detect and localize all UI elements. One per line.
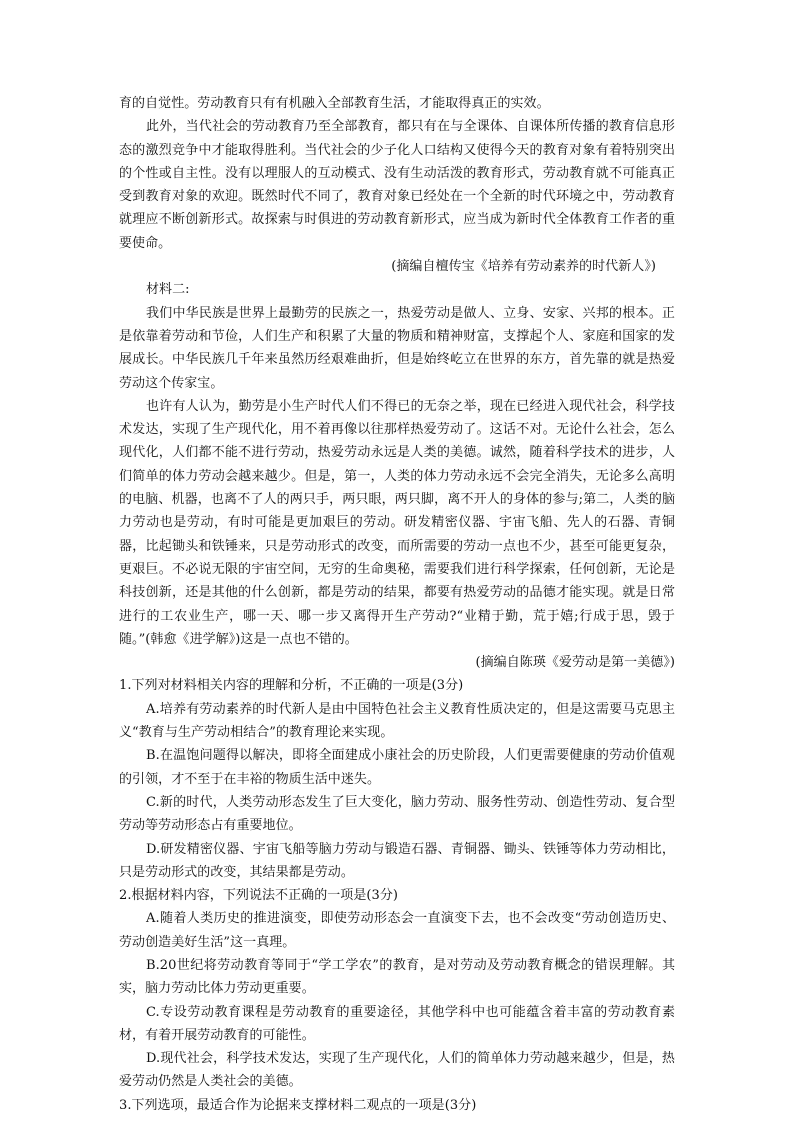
- material2-source: (摘编自陈瑛《爱劳动是第一美德》): [475, 655, 675, 671]
- question-2-option-b: B.20世纪将劳动教育等同于“学工学农”的教育，是对劳动及劳动教育概念的错误理解。其实，脑力劳动比体力劳动更重要。: [119, 957, 675, 997]
- material2-label: 材料二:: [146, 282, 190, 298]
- material2-paragraph-1: 我们中华民族是世界上最勤劳的民族之一，热爱劳动是做人、立身、安家、兴邦的根本。正是依靠着劳动和节俭，人们生产和积累了大量的物质和精神财富，支撑起个人、家庭和国家的发展成长。中华民族几千年来虽然历经艰难曲折，但是始终屹立在世界的东方，首先靠的就是热爱劳动这个传家宝。: [119, 305, 675, 391]
- question-2-option-a: A.随着人类历史的推进演变，即使劳动形态会一直演变下去，也不会改变“劳动创造历史、劳动创造美好生活”这一真理。: [119, 911, 675, 950]
- question-1-option-a: A.培养有劳动素养的时代新人是由中国特色社会主义教育性质决定的，但是这需要马克思主义“教育与生产劳动相结合”的教育理论来实现。: [119, 701, 675, 741]
- material1-paragraph-2: 此外，当代社会的劳动教育乃至全部教育，都只有在与全课体、自课体所传播的教育信息形态的激烈竞争中才能取得胜利。当代社会的少子化人口结构又使得今天的教育对象有着特别突出的个性或自主性。没有以理服人的互动模式、没有生动活泼的教育形式，劳动教育就不可能真正受到教育对象的欢迎。既然时代不同了，教育对象已经处在一个全新的时代环境之中，劳动教育就理应不断创新形式。故探索与时俱进的劳动教育新形式，应当成为新时代全体教育工作者的重要使命。: [119, 119, 675, 251]
- question-2-option-c: C.专设劳动教育课程是劳动教育的重要途径，其他学科中也可能蕴含着丰富的劳动教育素材，有着开展劳动教育的可能性。: [119, 1004, 675, 1043]
- question-2-option-d: D.现代社会，科学技术发达，实现了生产现代化，人们的简单体力劳动越来越少，但是，热爱劳动仍然是人类社会的美德。: [119, 1051, 675, 1090]
- question-3-stem: 3.下列选项，最适合作为论据来支撑材料二观点的一项是(3分): [119, 1097, 477, 1113]
- question-1-option-c: C.新的时代，人类劳动形态发生了巨大变化，脑力劳动、服务性劳动、创造性劳动、复合型劳动等劳动形态占有重要地位。: [119, 794, 675, 834]
- material1-paragraph-tail: 育的自觉性。劳动教育只有有机融入全部教育生活，才能取得真正的实效。: [119, 96, 550, 111]
- material2-paragraph-2: 也许有人认为，勤劳是小生产时代人们不得已的无奈之举，现在已经进入现代社会，科学技术发达，实现了生产现代化，用不着再像以往那样热爱劳动了。这话不对。无论什么社会，怎么现代化，人们都不能不进行劳动，热爱劳动永远是人类的美德。诚然，随着科学技术的进步，人们简单的体力劳动会越来越少。但是，第一，人类的体力劳动永远不会完全消失，无论多么高明的电脑、机器，也离不了人的两只手，两只眼，两只脚，离不开人的身体的参与;第二，人类的脑力劳动也是劳动，有时可能是更加艰巨的劳动。研发精密仪器、宇宙飞船、先人的石器、青铜器，比起锄头和铁锤来，只是劳动形式的改变，而所需要的劳动一点也不少，甚至可能更复杂，更艰巨。不必说无限的宇宙空间，无穷的生命奥秘，需要我们进行科学探索，任何创新，无论是科技创新，还是其他的什么创新，都是劳动的结果，都要有热爱劳动的品德才能实现。就是日常进行的工农业生产，哪一天、哪一步又离得开生产劳动?“业精于勤，荒于嬉;行成于思，毁于随。”(韩愈《进学解》)这是一点也不错的。: [119, 398, 675, 647]
- material1-source: (摘编自檀传宝《培养有劳动素养的时代新人》): [391, 259, 656, 275]
- question-1-option-b: B.在温饱问题得以解决，即将全面建成小康社会的历史阶段，人们更需要健康的劳动价值观的引领，才不至于在丰裕的物质生活中迷失。: [119, 748, 675, 787]
- question-1-stem: 1.下列对材料相关内容的理解和分析，不正确的一项是(3分): [119, 678, 464, 694]
- question-2-stem: 2.根据材料内容，下列说法不正确的一项是(3分): [119, 888, 399, 904]
- document-page: [119, 92, 675, 1117]
- question-1-option-d: D.研发精密仪器、宇宙飞船等脑力劳动与锻造石器、青铜器、锄头、铁锤等体力劳动相比，只是劳动形式的改变，其结果都是劳动。: [119, 841, 675, 880]
